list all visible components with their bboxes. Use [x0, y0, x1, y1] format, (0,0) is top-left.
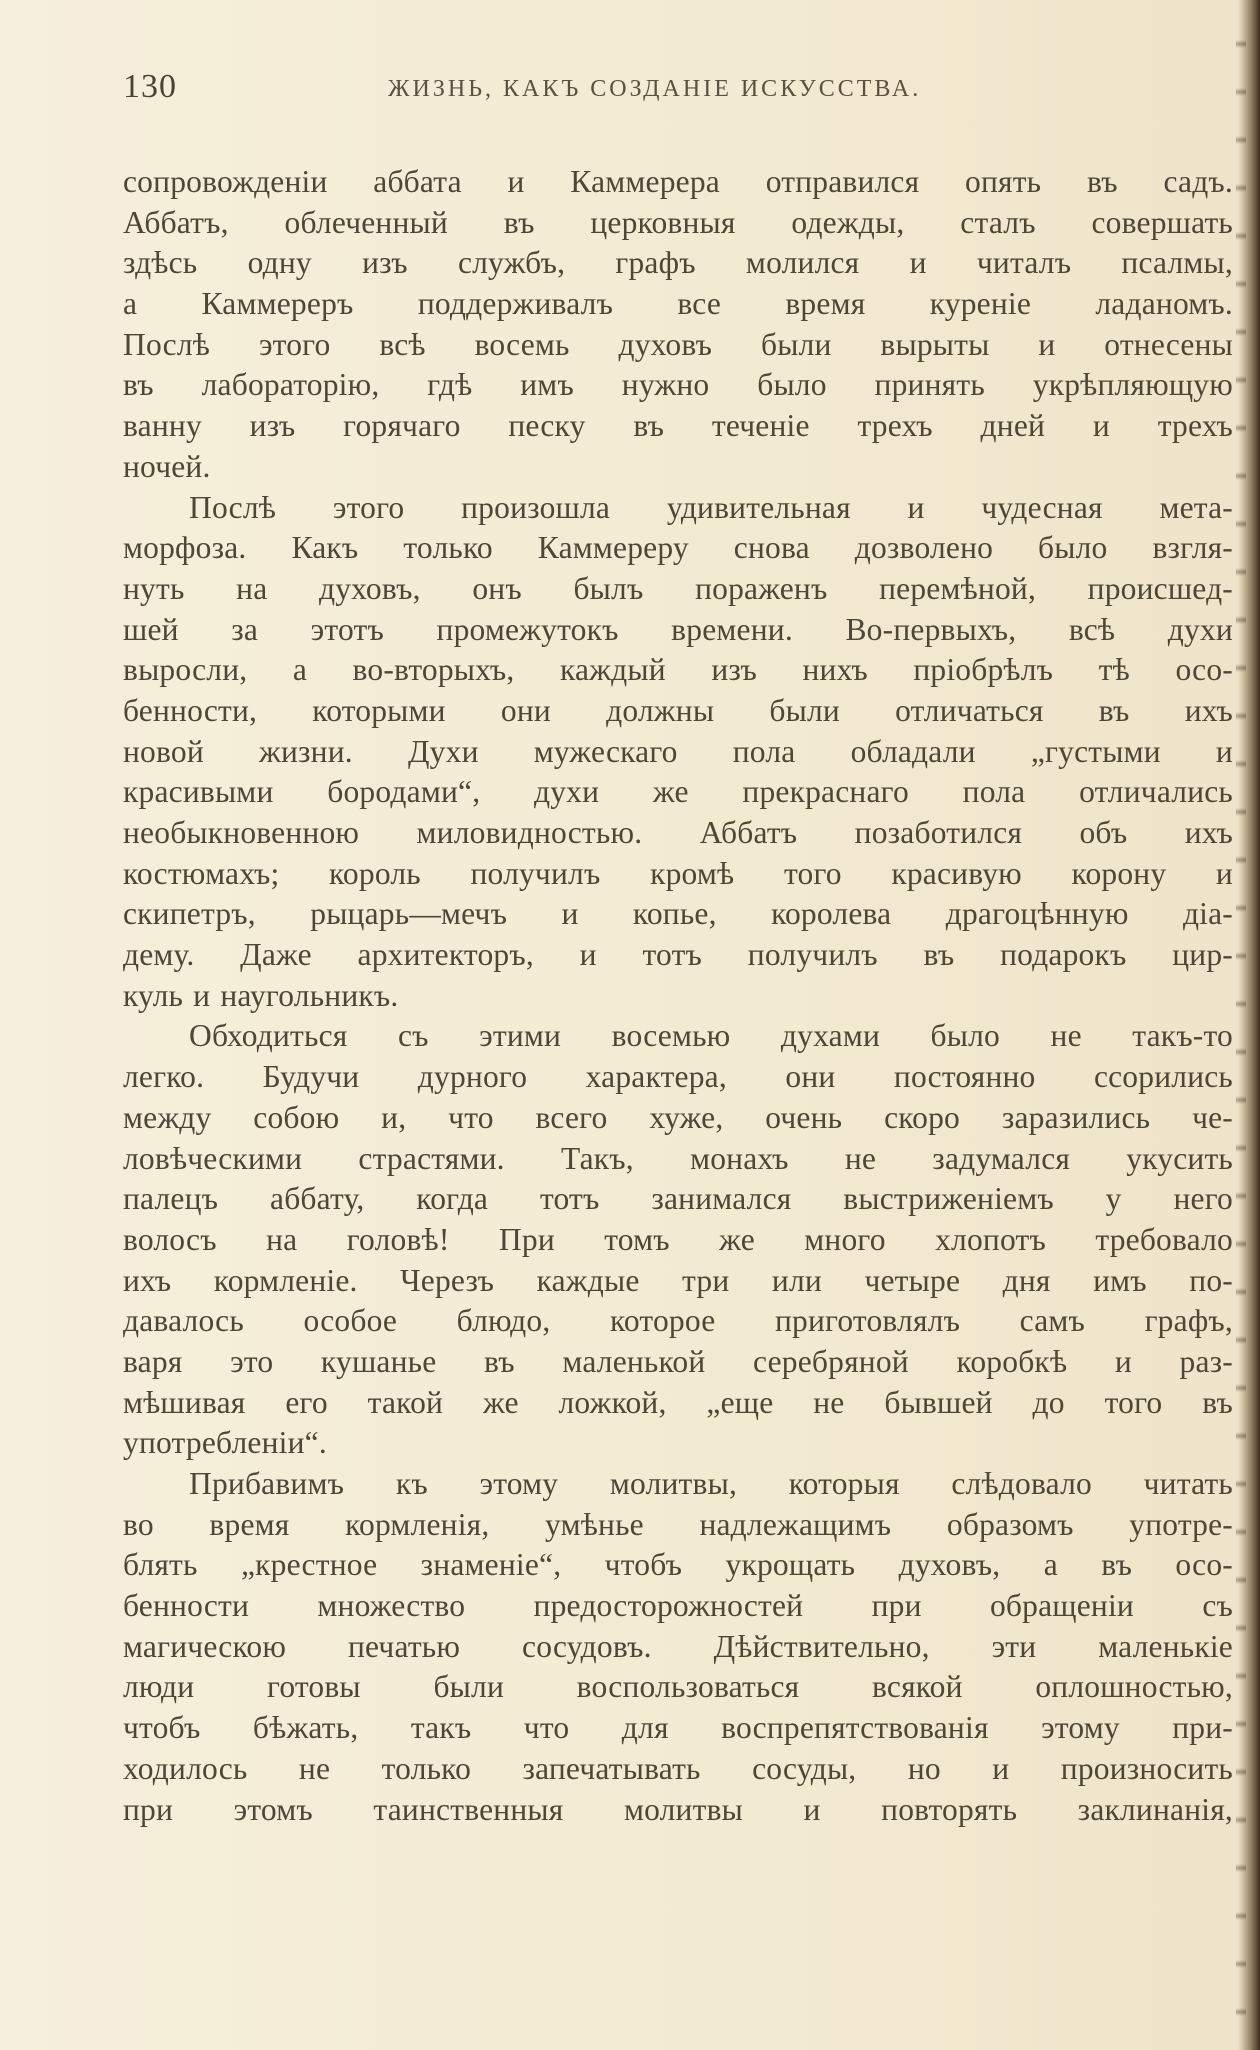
page-edge-wear: [1236, 0, 1246, 2050]
text-line: Послѣ этого всѣ восемь духовъ были вырыты и отнесены: [123, 326, 1233, 362]
text-line: во время кормленія, умѣнье надлежащимъ образомъ употре-: [123, 1506, 1233, 1542]
text-line: выросли, а во-вторыхъ, каждый изъ нихъ пріобрѣлъ тѣ осо-: [123, 652, 1233, 688]
text-line: употребленіи“.: [123, 1425, 327, 1461]
text-line: сопровожденіи аббата и Каммерера отправился опять въ садъ.: [123, 164, 1233, 199]
text-line: куль и наугольникъ.: [123, 977, 399, 1013]
text-line: ночей.: [123, 448, 211, 484]
body-text: [123, 162, 1233, 1830]
text-line: ходилось не только запечатывать сосуды, но и произносить: [123, 1750, 1233, 1786]
text-line: нуть на духовъ, онъ былъ пораженъ перемѣной, происшед-: [123, 570, 1233, 606]
text-line: бенности, которыми они должны были отличаться въ ихъ: [123, 692, 1233, 728]
text-line: ловѣческими страстями. Такъ, монахъ не задумался укусить: [123, 1140, 1233, 1176]
text-line: шей за этотъ промежутокъ времени. Во-первыхъ, всѣ духи: [123, 611, 1233, 647]
text-line: скипетръ, рыцарь—мечъ и копье, королева драгоцѣнную діа-: [123, 896, 1233, 932]
text-line: Послѣ этого произошла удивительная и чудесная мета-: [189, 489, 1233, 525]
text-line: въ лабораторію, гдѣ имъ нужно было принять укрѣпляющую: [123, 367, 1233, 403]
text-line: Аббатъ, облеченный въ церковныя одежды, сталъ совершать: [123, 204, 1233, 240]
text-line: легко. Будучи дурного характера, они постоянно ссорились: [123, 1059, 1233, 1095]
running-title: ЖИЗНЬ, КАКЪ СОЗДАНІЕ ИСКУССТВА.: [388, 76, 922, 102]
text-line: необыкновенною миловидностью. Аббатъ позаботился объ ихъ: [123, 815, 1233, 850]
text-line: палецъ аббату, когда тотъ занимался выстриженіемъ у него: [123, 1181, 1233, 1217]
text-line: мѣшивая его такой же ложкой, „еще не бывшей до того въ: [123, 1384, 1233, 1420]
text-line: Обходиться съ этими восемью духами было не такъ-то: [189, 1018, 1233, 1054]
text-line: морфоза. Какъ только Каммереру снова дозволено было взгля-: [123, 530, 1233, 566]
text-line: Прибавимъ къ этому молитвы, которыя слѣдовало читать: [189, 1466, 1233, 1501]
text-line: блять „крестное знаменіе“, чтобъ укрощать духовъ, а въ осо-: [123, 1547, 1233, 1583]
text-line: ихъ кормленіе. Черезъ каждые три или четыре дня имъ по-: [123, 1262, 1233, 1298]
text-line: магическою печатью сосудовъ. Дѣйствительно, эти маленькіе: [123, 1628, 1233, 1664]
text-line: при этомъ таинственныя молитвы и повторять заклинанія,: [123, 1791, 1233, 1827]
text-line: люди готовы были воспользоваться всякой оплошностью,: [123, 1669, 1233, 1705]
text-line: а Каммереръ поддерживалъ все время куреніе ладаномъ.: [123, 286, 1233, 322]
text-line: ванну изъ горячаго песку въ теченіе трехъ дней и трехъ: [123, 408, 1233, 444]
text-line: костюмахъ; король получилъ кромѣ того красивую корону и: [123, 855, 1233, 891]
text-line: давалось особое блюдо, которое приготовлялъ самъ графъ,: [123, 1303, 1233, 1339]
page-number: 130: [123, 68, 177, 105]
text-line: бенности множество предосторожностей при обращеніи съ: [123, 1588, 1233, 1624]
text-line: волосъ на головѣ! При томъ же много хлопотъ требовало: [123, 1221, 1233, 1257]
text-line: чтобъ бѣжать, такъ что для воспрепятствованія этому при-: [123, 1710, 1233, 1746]
text-line: между собою и, что всего хуже, очень скоро заразились че-: [123, 1099, 1233, 1135]
text-line: красивыми бородами“, духи же прекраснаго пола отличались: [123, 774, 1233, 810]
text-line: дему. Даже архитекторъ, и тотъ получилъ въ подарокъ цир-: [123, 937, 1233, 973]
text-line: новой жизни. Духи мужескаго пола обладали „густыми и: [123, 733, 1233, 769]
page-header: [123, 68, 1233, 108]
text-line: варя это кушанье въ маленькой серебряной коробкѣ и раз-: [123, 1343, 1233, 1379]
text-line: здѣсь одну изъ службъ, графъ молился и читалъ псалмы,: [123, 245, 1233, 281]
